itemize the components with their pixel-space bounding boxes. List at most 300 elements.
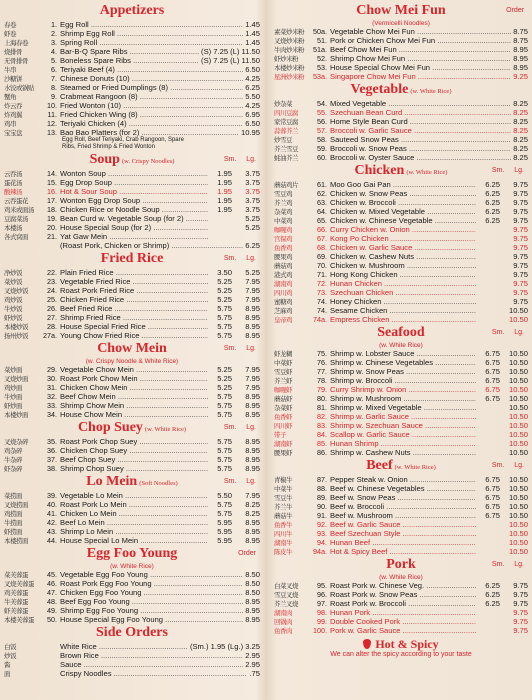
item-price-large: 9.75 <box>513 626 528 635</box>
item-name: Shrimp w. Lobster Sauce ..... <box>330 349 476 358</box>
item-name: Teriyaki Beef (4) ..... <box>60 65 243 74</box>
item-price-large: 10.50 <box>508 529 528 538</box>
item-price-small: 5.75 <box>217 331 232 340</box>
menu-item <box>4 83 260 92</box>
item-price-large: 9.75 <box>513 180 528 189</box>
item-price-large: 10.50 <box>508 367 528 376</box>
item-chinese-name: 四川虾 <box>274 422 292 430</box>
item-name: Beef w. Mushroom ..... <box>330 511 476 520</box>
item-number: 30. <box>47 374 57 383</box>
size-large-label: Lg. <box>246 424 256 431</box>
item-price-large: 10.50 <box>508 538 528 547</box>
item-chinese-name: 鸡捞面 <box>4 510 22 518</box>
item-name: Vegetable Chow Mei Fun ..... <box>330 27 511 36</box>
item-price: 1.45 <box>245 38 260 47</box>
item-chinese-name: 中菜鸡 <box>274 217 292 225</box>
item-name: Shrimp w. Snow Peas ..... <box>330 367 476 376</box>
item-number: 28. <box>47 322 57 331</box>
item-name: Beef w. Snow Peas ..... <box>330 493 476 502</box>
item-number: 27. <box>47 313 57 322</box>
item-price-large: 3.75 <box>245 205 260 214</box>
menu-item <box>274 412 528 421</box>
item-price-small: 5.75 <box>217 446 232 455</box>
item-price: .75 <box>249 669 260 678</box>
menu-item <box>4 214 260 223</box>
item-price: 8.25 <box>513 135 528 144</box>
item-number: 44. <box>47 536 57 545</box>
menu-item <box>4 47 260 56</box>
section-title: Side Orders <box>96 625 168 640</box>
item-chinese-name: 牛肉炒米粉 <box>274 46 304 54</box>
item-chinese-name: 酸辣汤 <box>4 188 22 196</box>
menu-item <box>4 392 260 401</box>
size-large-label: Lg. <box>514 462 524 469</box>
item-number: 22. <box>47 268 57 277</box>
item-name: House Special Soup (for 2) ..... <box>60 223 208 232</box>
item-chinese-name: 四川鸡 <box>274 289 292 297</box>
item-price-large: 9.75 <box>513 288 528 297</box>
item-price-small: 6.25 <box>485 590 500 599</box>
item-chinese-name: 炸鸡翼 <box>4 111 22 119</box>
section-subtitle: (Vermicelli Noodles) <box>372 20 430 27</box>
item-number: 48. <box>47 597 57 606</box>
item-number: 98. <box>317 608 327 617</box>
item-number: 37. <box>47 455 57 464</box>
menu-item <box>4 232 260 241</box>
menu-item <box>4 20 260 29</box>
item-name: Moo Goo Gai Pan ..... <box>330 180 476 189</box>
item-number: 88. <box>317 484 327 493</box>
item-chinese-name: 鸡炒饭 <box>4 296 22 304</box>
item-name: Bean Curd w. Vegetable Soup (for 2) ..... <box>60 214 208 223</box>
item-number: 74. <box>317 297 327 306</box>
item-price: 8.50 <box>245 588 260 597</box>
item-price-small: 5.25 <box>217 365 232 374</box>
item-price-large: 9.75 <box>513 225 528 234</box>
menu-item <box>274 315 528 324</box>
item-number: 9. <box>51 92 57 101</box>
item-number: 91. <box>317 511 327 520</box>
item-chinese-name: 蒜蓉芥兰 <box>274 127 298 135</box>
item-price-large: 10.50 <box>508 349 528 358</box>
section-title: Chicken (w. White Rice) <box>354 163 448 178</box>
item-name: Curry Shrimp w. Onion ..... <box>330 385 476 394</box>
item-name: Kong Po Chicken ..... <box>330 234 476 243</box>
item-number: 35. <box>47 437 57 446</box>
menu-item <box>4 383 260 392</box>
item-number: 53. <box>317 63 327 72</box>
item-number: 50a. <box>313 27 327 36</box>
menu-item <box>274 617 528 626</box>
item-chinese-name: 本楼炒饭 <box>4 323 28 331</box>
item-number: 7. <box>51 74 57 83</box>
item-number: 16. <box>47 187 57 196</box>
item-price-small: 6.25 <box>485 180 500 189</box>
item-chinese-name: 鱼香牛 <box>274 521 292 529</box>
item-number: 95. <box>317 581 327 590</box>
menu-item <box>274 520 528 529</box>
menu-item <box>4 536 260 545</box>
section-header <box>4 152 260 169</box>
item-number: 34. <box>47 410 57 419</box>
item-price-large: 3.75 <box>245 196 260 205</box>
item-name: Roast Pork w. Snow Peas ..... <box>330 590 476 599</box>
item-number: 92. <box>317 520 327 529</box>
menu-item <box>274 234 528 243</box>
menu-item <box>4 615 260 624</box>
item-number: 100. <box>313 626 327 635</box>
item-number: 64. <box>317 207 327 216</box>
item-price: (S) 7.25 (L) 11.50 <box>201 47 260 56</box>
item-name: Chicken w. Garlic Sauce ..... <box>330 243 476 252</box>
menu-item <box>4 464 260 473</box>
item-chinese-name: 虾捞面 <box>4 528 22 536</box>
item-name: Crabmeat Rangoon (8) ..... <box>60 92 243 101</box>
item-number: 17. <box>47 196 57 205</box>
item-chinese-name: 杂菜鸡 <box>274 208 292 216</box>
item-price-large: 7.95 <box>245 295 260 304</box>
menu-item <box>4 588 260 597</box>
item-price-large: 10.50 <box>508 315 528 324</box>
item-price-small: 5.75 <box>217 401 232 410</box>
menu-item <box>274 288 528 297</box>
item-name: Vegetable Fried Rice ..... <box>60 277 208 286</box>
item-price-large: 10.50 <box>508 412 528 421</box>
menu-item <box>274 27 528 36</box>
item-chinese-name: 本楼捞面 <box>4 537 28 545</box>
item-name: Home Style Bean Curd ..... <box>330 117 511 126</box>
item-name: Young Chow Fried Rice ..... <box>60 331 208 340</box>
item-price-large: 10.50 <box>508 511 528 520</box>
size-header <box>492 462 524 469</box>
item-chinese-name: 虾杂碎 <box>4 465 22 473</box>
size-header <box>224 345 256 352</box>
item-chinese-name: 扬州炒饭 <box>4 332 28 340</box>
size-small-label: Sm. <box>223 424 237 431</box>
item-chinese-name: 烧排骨 <box>4 48 22 56</box>
menu-item <box>274 207 528 216</box>
item-number: 25. <box>47 295 57 304</box>
size-large-label: Lg. <box>246 478 256 485</box>
item-chinese-name: 炒杂菜 <box>274 100 292 108</box>
menu-item <box>4 437 260 446</box>
item-name: Pork or Chicken Chow Mei Fun ..... <box>330 36 511 45</box>
item-price-large: 5.25 <box>245 223 260 232</box>
menu-item <box>274 306 528 315</box>
item-price-small: 6.75 <box>485 475 500 484</box>
item-number: 99. <box>317 617 327 626</box>
menu-item <box>274 448 528 457</box>
menu-right-column <box>266 0 532 700</box>
size-small-label: Sm. <box>491 167 505 174</box>
section-header <box>4 420 260 437</box>
item-price: 8.95 <box>513 63 528 72</box>
item-name: Bar-B-Q Spare Ribs ..... <box>60 47 199 56</box>
item-number: 46. <box>47 579 57 588</box>
item-number: 87. <box>317 475 327 484</box>
item-price-large: 9.75 <box>513 297 528 306</box>
item-price-large: 10.50 <box>508 502 528 511</box>
menu-item <box>274 484 528 493</box>
item-chinese-name: 牛芙蓉蛋 <box>4 598 28 606</box>
item-number: 69. <box>317 252 327 261</box>
item-number: 57. <box>317 126 327 135</box>
item-number: 5. <box>51 56 57 65</box>
menu-item <box>274 144 528 153</box>
hot-spicy-label: Hot & Spicy <box>375 636 439 651</box>
section-header <box>4 546 260 563</box>
menu-item <box>4 597 260 606</box>
item-price-small: 5.75 <box>217 313 232 322</box>
item-price-large: 8.95 <box>245 464 260 473</box>
item-chinese-name: 蟹角 <box>4 93 16 101</box>
item-price: 8.25 <box>513 108 528 117</box>
item-price-large: 10.50 <box>508 430 528 439</box>
menu-item <box>274 135 528 144</box>
menu-item <box>4 660 260 669</box>
menu-item <box>274 72 528 81</box>
item-number: 68. <box>317 243 327 252</box>
item-price-small: 6.75 <box>485 502 500 511</box>
section-header <box>274 458 528 475</box>
item-name: Hunan Shrimp ..... <box>330 439 476 448</box>
section-subtitle: (Soft Noodles) <box>139 480 178 487</box>
item-price-small: 6.75 <box>485 394 500 403</box>
menu-item <box>274 216 528 225</box>
item-price: 6.95 <box>245 110 260 119</box>
item-name: Shrimp w. Szechuan Sauce ..... <box>330 421 476 430</box>
item-chinese-name: 鸡串 <box>4 120 16 128</box>
item-number: 94a. <box>313 547 327 556</box>
item-chinese-name: 鸡炒面 <box>4 384 22 392</box>
item-price-large: 8.95 <box>245 536 260 545</box>
item-name: Plain Fried Rice ..... <box>60 268 208 277</box>
item-number: 58. <box>317 135 327 144</box>
item-name: Pepper Steak w. Onion ..... <box>330 475 476 484</box>
item-price-large: 10.50 <box>508 394 528 403</box>
item-number: 51. <box>317 36 327 45</box>
item-number: 11. <box>47 110 57 119</box>
item-price-small: 6.25 <box>485 207 500 216</box>
item-chinese-name: 回锅肉 <box>274 618 292 626</box>
item-chinese-name: 蜜糖鸡 <box>274 298 292 306</box>
item-number: 94. <box>317 538 327 547</box>
menu-item <box>274 403 528 412</box>
chili-pepper-icon <box>363 639 371 649</box>
item-price-large: 8.95 <box>245 331 260 340</box>
item-number: 75. <box>317 349 327 358</box>
item-price: 8.95 <box>245 615 260 624</box>
menu-item <box>274 599 528 608</box>
item-name: Spring Roll ..... <box>60 38 243 47</box>
item-number: 12. <box>47 119 57 128</box>
item-number: 74a. <box>313 315 327 324</box>
section-title: Chow Mein <box>97 341 167 356</box>
item-number: 8. <box>51 83 57 92</box>
item-name: Chicken w. Broccoli ..... <box>330 198 476 207</box>
item-number: 76. <box>317 358 327 367</box>
item-name: Beef Lo Mein ..... <box>60 518 208 527</box>
item-chinese-name: 蘑菇鸡 <box>274 262 292 270</box>
item-price-large: 10.50 <box>508 520 528 529</box>
item-chinese-name: 云吞蛋花 <box>4 197 28 205</box>
item-name: Shrimp Chop Suey ..... <box>60 464 208 473</box>
item-name: Vegetable Lo Mein ..... <box>60 491 208 500</box>
item-name: Chicken w. Cashew Nuts ..... <box>330 252 476 261</box>
spicy-note: We can alter the spicy according to your taste <box>330 651 472 658</box>
item-name: Szechuan Chicken ..... <box>330 288 476 297</box>
item-chinese-name: 本楼炒面 <box>4 411 28 419</box>
item-chinese-name: 青椒牛 <box>274 476 292 484</box>
size-small-label: Sm. <box>223 255 237 262</box>
item-name: Empress Chicken ..... <box>330 315 476 324</box>
menu-item <box>274 493 528 502</box>
section-title: Beef (w. White Rice) <box>366 458 436 473</box>
item-name: Broccoli w. Garlic Sauce ..... <box>330 126 511 135</box>
item-price-small: 1.95 <box>217 178 232 187</box>
item-price: 6.50 <box>245 65 260 74</box>
item-chinese-name: 四川牛 <box>274 530 292 538</box>
item-number: 3. <box>51 38 57 47</box>
size-large-label: Lg. <box>246 156 256 163</box>
item-number: 71. <box>317 270 327 279</box>
menu-item <box>274 376 528 385</box>
size-large-label: Lg. <box>514 561 524 568</box>
item-number: 82. <box>317 412 327 421</box>
item-number: 49. <box>47 606 57 615</box>
item-chinese-name: 雪豆牛 <box>274 494 292 502</box>
item-number: 18. <box>47 205 57 214</box>
item-chinese-name: 菜芙蓉蛋 <box>4 571 28 579</box>
item-price-small: 5.95 <box>217 518 232 527</box>
item-price-large: 9.75 <box>513 252 528 261</box>
item-number: 31. <box>47 383 57 392</box>
item-number: 70. <box>317 261 327 270</box>
section-subtitle: (w. White Rice) <box>394 464 436 471</box>
item-price: 4.25 <box>245 74 260 83</box>
menu-item <box>4 205 260 214</box>
item-chinese-name: 雪豆鸡 <box>274 190 292 198</box>
item-price: 8.75 <box>513 27 528 36</box>
item-price-small: 6.25 <box>485 216 500 225</box>
item-price-large: 10.50 <box>508 385 528 394</box>
hot-spicy-legend <box>274 637 528 651</box>
item-name: Crispy Noodles ..... <box>60 669 247 678</box>
item-chinese-name: 芥兰虾 <box>274 377 292 385</box>
item-price-large: 10.50 <box>508 306 528 315</box>
menu-item <box>274 475 528 484</box>
item-chinese-name: 叉烧炒面 <box>4 375 28 383</box>
item-price-large: 8.95 <box>245 313 260 322</box>
item-price-large: 8.95 <box>245 322 260 331</box>
item-number: 47. <box>47 588 57 597</box>
item-number: 59. <box>317 144 327 153</box>
menu-item <box>4 38 260 47</box>
item-price-small: 6.25 <box>485 198 500 207</box>
size-large-label: Lg. <box>514 329 524 336</box>
item-number: 36. <box>47 446 57 455</box>
item-price: 8.95 <box>513 45 528 54</box>
size-header <box>224 424 256 431</box>
item-price-small: 1.95 <box>217 196 232 205</box>
item-chinese-name: 芥兰叉烧 <box>274 600 298 608</box>
menu-item <box>274 180 528 189</box>
item-price-small: 6.75 <box>485 484 500 493</box>
size-header <box>492 167 524 174</box>
size-small-label: Sm. <box>491 561 505 568</box>
menu-item <box>274 198 528 207</box>
item-price-small: 6.25 <box>485 189 500 198</box>
item-chinese-name: 中菜虾 <box>274 359 292 367</box>
item-chinese-name: 湖南肉 <box>274 609 292 617</box>
menu-item <box>274 626 528 635</box>
item-name: Vegetable Chow Mein ..... <box>60 365 208 374</box>
size-small-label: Sm. <box>223 156 237 163</box>
menu-item <box>274 270 528 279</box>
item-number: 38. <box>47 464 57 473</box>
item-price-large: 9.75 <box>513 234 528 243</box>
item-chinese-name: 宫保鸡 <box>274 235 292 243</box>
item-chinese-name: 鱼香肉 <box>274 627 292 635</box>
item-price-small: 6.75 <box>485 349 500 358</box>
item-price-small: 1.95 <box>217 187 232 196</box>
item-number: 60. <box>317 153 327 162</box>
item-price-large: 8.25 <box>245 509 260 518</box>
section-header <box>274 557 528 574</box>
item-name: Shrimp w. Mixed Vegetable ..... <box>330 403 476 412</box>
item-number: 53a. <box>313 72 327 81</box>
menu-item <box>4 268 260 277</box>
item-chinese-name: 豆腐菜汤 <box>4 215 28 223</box>
menu-item <box>274 297 528 306</box>
item-name: Beef Egg Foo Young ..... <box>60 597 243 606</box>
item-price-small: 5.25 <box>217 277 232 286</box>
item-price-small: 5.75 <box>217 410 232 419</box>
item-number: 1. <box>51 20 57 29</box>
item-number: 55. <box>317 108 327 117</box>
section-title: Vegetable (w. White Rice) <box>350 82 452 97</box>
item-number: 10. <box>47 101 57 110</box>
item-chinese-name: 星洲炒米粉 <box>274 73 304 81</box>
item-price-large: 10.50 <box>508 475 528 484</box>
item-price-small: 3.50 <box>217 268 232 277</box>
item-price: 8.95 <box>513 54 528 63</box>
item-chinese-name: 净炒饭 <box>4 269 22 277</box>
item-number: 61. <box>317 180 327 189</box>
item-name: Roast Pork Chop Suey ..... <box>60 437 208 446</box>
item-name: Shrimp Fried Rice ..... <box>60 313 208 322</box>
item-price-large: 8.95 <box>245 527 260 536</box>
item-price-large: 7.95 <box>245 374 260 383</box>
item-number: 54. <box>317 99 327 108</box>
item-price: 1.45 <box>245 20 260 29</box>
menu-item <box>4 110 260 119</box>
menu-item <box>4 331 260 340</box>
menu-item <box>4 570 260 579</box>
item-name: Honey Chicken ..... <box>330 297 476 306</box>
item-price: 8.25 <box>513 117 528 126</box>
item-chinese-name: 咖喱鸡 <box>274 226 292 234</box>
item-price-large: 9.75 <box>513 261 528 270</box>
section-header <box>4 3 260 20</box>
item-name: Beef w. Broccoli ..... <box>330 502 476 511</box>
item-name: Curry Chicken w. Onion ..... <box>330 225 476 234</box>
item-price-large: 5.25 <box>245 268 260 277</box>
size-small-label: Sm. <box>491 329 505 336</box>
item-price-small: 6.75 <box>485 358 500 367</box>
item-chinese-name: 蘑菇虾 <box>274 395 292 403</box>
item-price-small: 6.75 <box>485 385 500 394</box>
